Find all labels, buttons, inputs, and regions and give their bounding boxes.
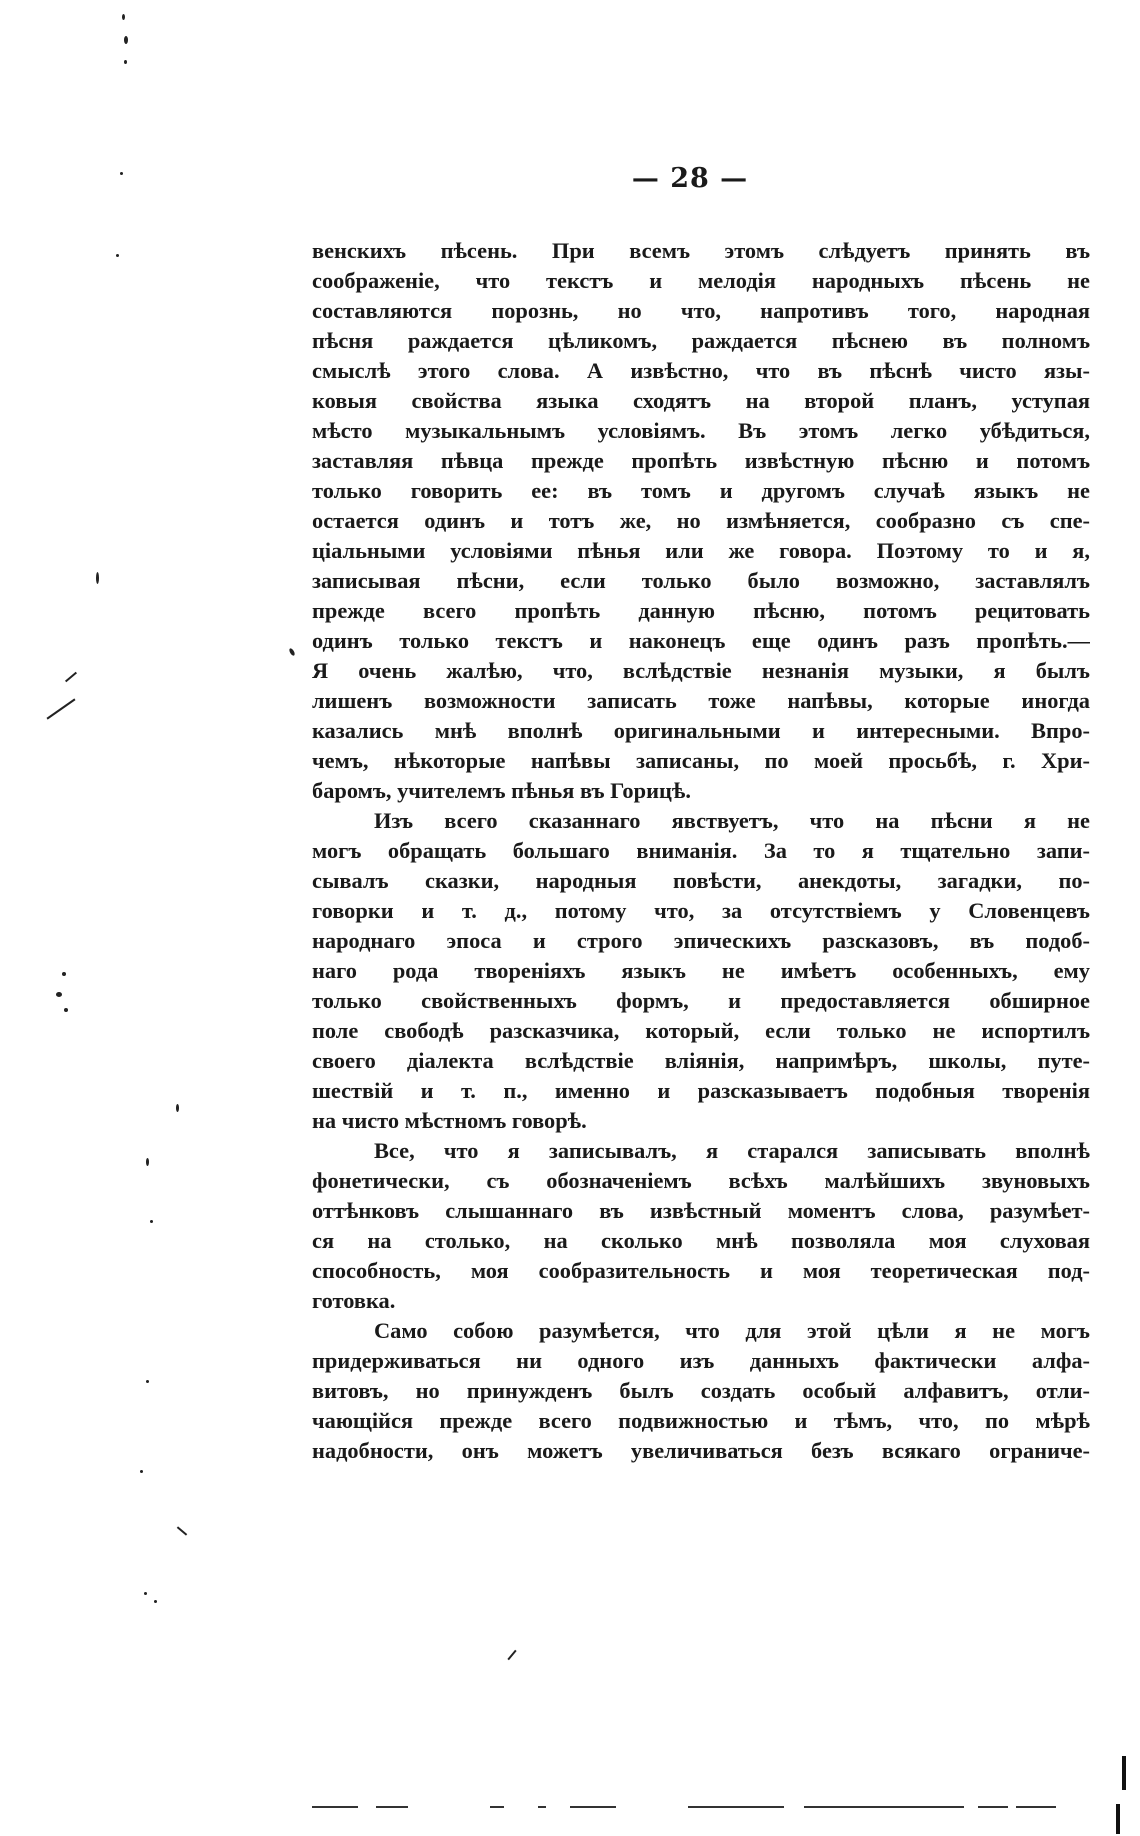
text-line: Я очень жалѣю, что, вслѣдствіе незнанія музыки, я былъ: [312, 658, 1090, 683]
scan-speck: [288, 648, 295, 657]
text-line: заставляя пѣвца прежде пропѣть извѣстную пѣсню и потомъ: [312, 448, 1090, 473]
scan-speck: [146, 1380, 149, 1383]
bottom-rule-segment: [1016, 1806, 1056, 1808]
text-line: своего діалекта вслѣдствіе вліянія, напримѣръ, школы, путе-: [312, 1048, 1090, 1073]
text-line: прежде всего пропѣть данную пѣсню, потомъ рецитовать: [312, 598, 1090, 623]
text-line: казались мнѣ вполнѣ оригинальными и интересными. Впро-: [312, 718, 1090, 743]
text-line: надобности, онъ можетъ увеличиваться безъ всякаго ограниче-: [312, 1438, 1090, 1463]
text-line: фонетически, съ обозначеніемъ всѣхъ малѣйшихъ звуновыхъ: [312, 1168, 1090, 1193]
bottom-rule-segment: [376, 1806, 408, 1808]
bottom-rule-segment: [570, 1806, 616, 1808]
text-line: наго рода твореніяхъ языкъ не имѣетъ особенныхъ, ему: [312, 958, 1090, 983]
scan-speck: [144, 1592, 147, 1595]
text-line: остается одинъ и тотъ же, но измѣняется, сообразно съ спе-: [312, 508, 1090, 533]
scan-speck: [176, 1104, 179, 1112]
text-line: готовка.: [312, 1288, 396, 1313]
scan-speck: [56, 992, 62, 997]
text-line: чемъ, нѣкоторые напѣвы записаны, по моей просьбѣ, г. Хри-: [312, 748, 1090, 773]
text-line: витовъ, но принужденъ былъ создать особый алфавитъ, отли-: [312, 1378, 1090, 1403]
scan-speck: [62, 972, 66, 976]
text-line: мѣсто музыкальнымъ условіямъ. Въ этомъ легко убѣдиться,: [312, 418, 1090, 443]
scan-speck: [120, 172, 123, 175]
bottom-rule-segment: [804, 1806, 964, 1808]
scan-speck: [146, 1158, 149, 1166]
bottom-rule-segment: [538, 1806, 546, 1808]
text-line: сывалъ сказки, народныя повѣсти, анекдоты, загадки, по-: [312, 868, 1090, 893]
scan-speck: [96, 572, 99, 584]
scan-speck: [124, 60, 127, 64]
text-line: ковыя свойства языка сходятъ на второй планъ, уступая: [312, 388, 1090, 413]
text-line: только свойственныхъ формъ, и предоставляется обширное: [312, 988, 1090, 1013]
text-line: поле свободѣ разсказчика, который, если только не испортилъ: [312, 1018, 1090, 1043]
text-line: соображеніе, что текстъ и мелодія народныхъ пѣсень не: [312, 268, 1090, 293]
text-line: баромъ, учителемъ пѣнья въ Горицѣ.: [312, 778, 691, 803]
text-line: Само собою разумѣется, что для этой цѣли я не могъ: [374, 1318, 1090, 1343]
text-line: чающійся прежде всего подвижностью и тѣмъ, что, по мѣрѣ: [312, 1408, 1090, 1433]
page-number: — 28 —: [631, 163, 749, 194]
body-text: [312, 236, 1090, 1466]
bottom-rule-segment: [978, 1806, 1008, 1808]
scan-speck: [124, 36, 128, 44]
text-line: только говорить ее: въ томъ и другомъ случаѣ языкъ не: [312, 478, 1090, 503]
text-line: составляются порознь, но что, напротивъ того, народная: [312, 298, 1090, 323]
scan-mark: [507, 1650, 516, 1660]
text-line: придерживаться ни одного изъ данныхъ фактически алфа-: [312, 1348, 1090, 1373]
text-line: способность, моя сообразительность и моя теоретическая под-: [312, 1258, 1090, 1283]
scan-mark: [47, 698, 76, 719]
text-line: записывая пѣсни, если только было возможно, заставлялъ: [312, 568, 1090, 593]
scan-mark: [65, 672, 77, 683]
text-line: ся на столько, на сколько мнѣ позволяла моя слуховая: [312, 1228, 1090, 1253]
text-line: Изъ всего сказаннаго явствуетъ, что на пѣсни я не: [374, 808, 1090, 833]
text-line: шествій и т. п., именно и разсказываетъ подобныя творенія: [312, 1078, 1090, 1103]
text-line: венскихъ пѣсень. При всемъ этомъ слѣдуетъ принять въ: [312, 238, 1090, 263]
scan-speck: [150, 1220, 153, 1223]
text-line: оттѣнковъ слышаннаго въ извѣстный моментъ слова, разумѣет-: [312, 1198, 1090, 1223]
bottom-rule-segment: [312, 1806, 358, 1808]
text-line: народнаго эпоса и строго эпическихъ разсказовъ, въ подоб-: [312, 928, 1090, 953]
text-line: Все, что я записывалъ, я старался записывать вполнѣ: [374, 1138, 1090, 1163]
text-line: на чисто мѣстномъ говорѣ.: [312, 1108, 587, 1133]
bottom-rule-segment: [490, 1806, 504, 1808]
scan-mark: [177, 1526, 187, 1535]
text-line: лишенъ возможности записать тоже напѣвы, которые иногда: [312, 688, 1090, 713]
text-line: могъ обращать большаго вниманія. За то я тщательно запи-: [312, 838, 1090, 863]
scan-speck: [122, 14, 125, 20]
text-line: одинъ только текстъ и наконецъ еще одинъ разъ пропѣть.—: [312, 628, 1090, 653]
scan-speck: [64, 1008, 68, 1012]
text-line: смыслѣ этого слова. А извѣстно, что въ пѣснѣ чисто язы-: [312, 358, 1090, 383]
scan-speck: [154, 1600, 157, 1603]
bottom-rule-segment: [688, 1806, 784, 1808]
edge-bar: [1116, 1804, 1120, 1834]
edge-bar: [1122, 1756, 1126, 1790]
scan-speck: [140, 1470, 143, 1473]
text-line: пѣсня раждается цѣликомъ, раждается пѣснею въ полномъ: [312, 328, 1090, 353]
text-line: говорки и т. д., потому что, за отсутствіемъ у Словенцевъ: [312, 898, 1090, 923]
text-line: ціальными условіями пѣнья или же говора. Поэтому то и я,: [312, 538, 1090, 563]
scan-speck: [116, 254, 119, 257]
